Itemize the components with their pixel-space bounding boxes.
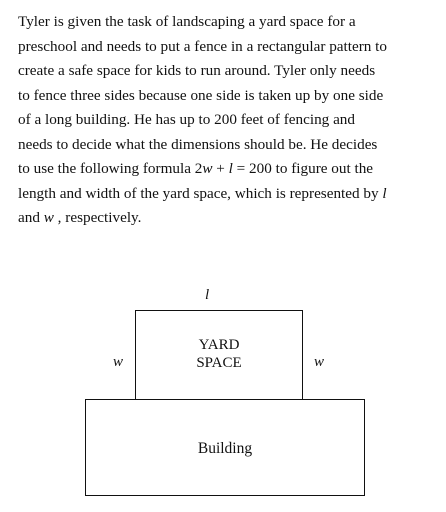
problem-line-2: preschool and needs to put a fence in a rectangular pattern to: [18, 37, 387, 55]
line-7-text: to use the following formula: [18, 160, 195, 177]
problem-text: [18, 10, 446, 231]
formula-coefficient: 2: [194, 160, 203, 177]
line-9-tail: , respectively.: [53, 209, 142, 226]
width-label-left: w: [113, 354, 124, 370]
problem-line-8: [18, 182, 446, 207]
variable-l-inline: l: [382, 184, 387, 202]
yard-label-line-2: SPACE: [196, 355, 242, 371]
yard-space-label: [136, 336, 302, 372]
problem-line-9: [18, 206, 446, 231]
line-9-text: and: [18, 209, 44, 226]
problem-line-6: needs to decide what the dimensions should be. He decides: [18, 135, 378, 153]
yard-label-line-1: YARD: [198, 337, 240, 353]
yard-diagram: [0, 280, 446, 512]
problem-line-3: create a safe space for kids to run around. Tyler only needs: [18, 62, 376, 79]
formula-rhs: = 200: [232, 160, 272, 177]
formula-variable-l: l: [228, 160, 233, 177]
building-label: Building: [197, 440, 253, 457]
problem-line-7: [18, 157, 446, 182]
variable-w-inline: w: [43, 209, 54, 226]
width-label-right: w: [314, 354, 325, 370]
problem-line-5: of a long building. He has up to 200 feet of fencing and: [18, 111, 355, 128]
building-rectangle: [85, 399, 365, 496]
line-8-text: length and width of the yard space, which is represented by: [18, 184, 383, 202]
formula-plus: +: [212, 160, 229, 177]
formula-variable-w: w: [202, 160, 213, 177]
formula: [195, 160, 272, 177]
problem-line-1: Tyler is given the task of landscaping a yard space for a: [18, 13, 356, 30]
yard-space-rectangle: [135, 310, 303, 400]
length-label: l: [205, 287, 210, 303]
problem-line-4: to fence three sides because one side is taken up by one side: [18, 86, 384, 104]
line-7-tail: to figure out the: [271, 160, 374, 177]
